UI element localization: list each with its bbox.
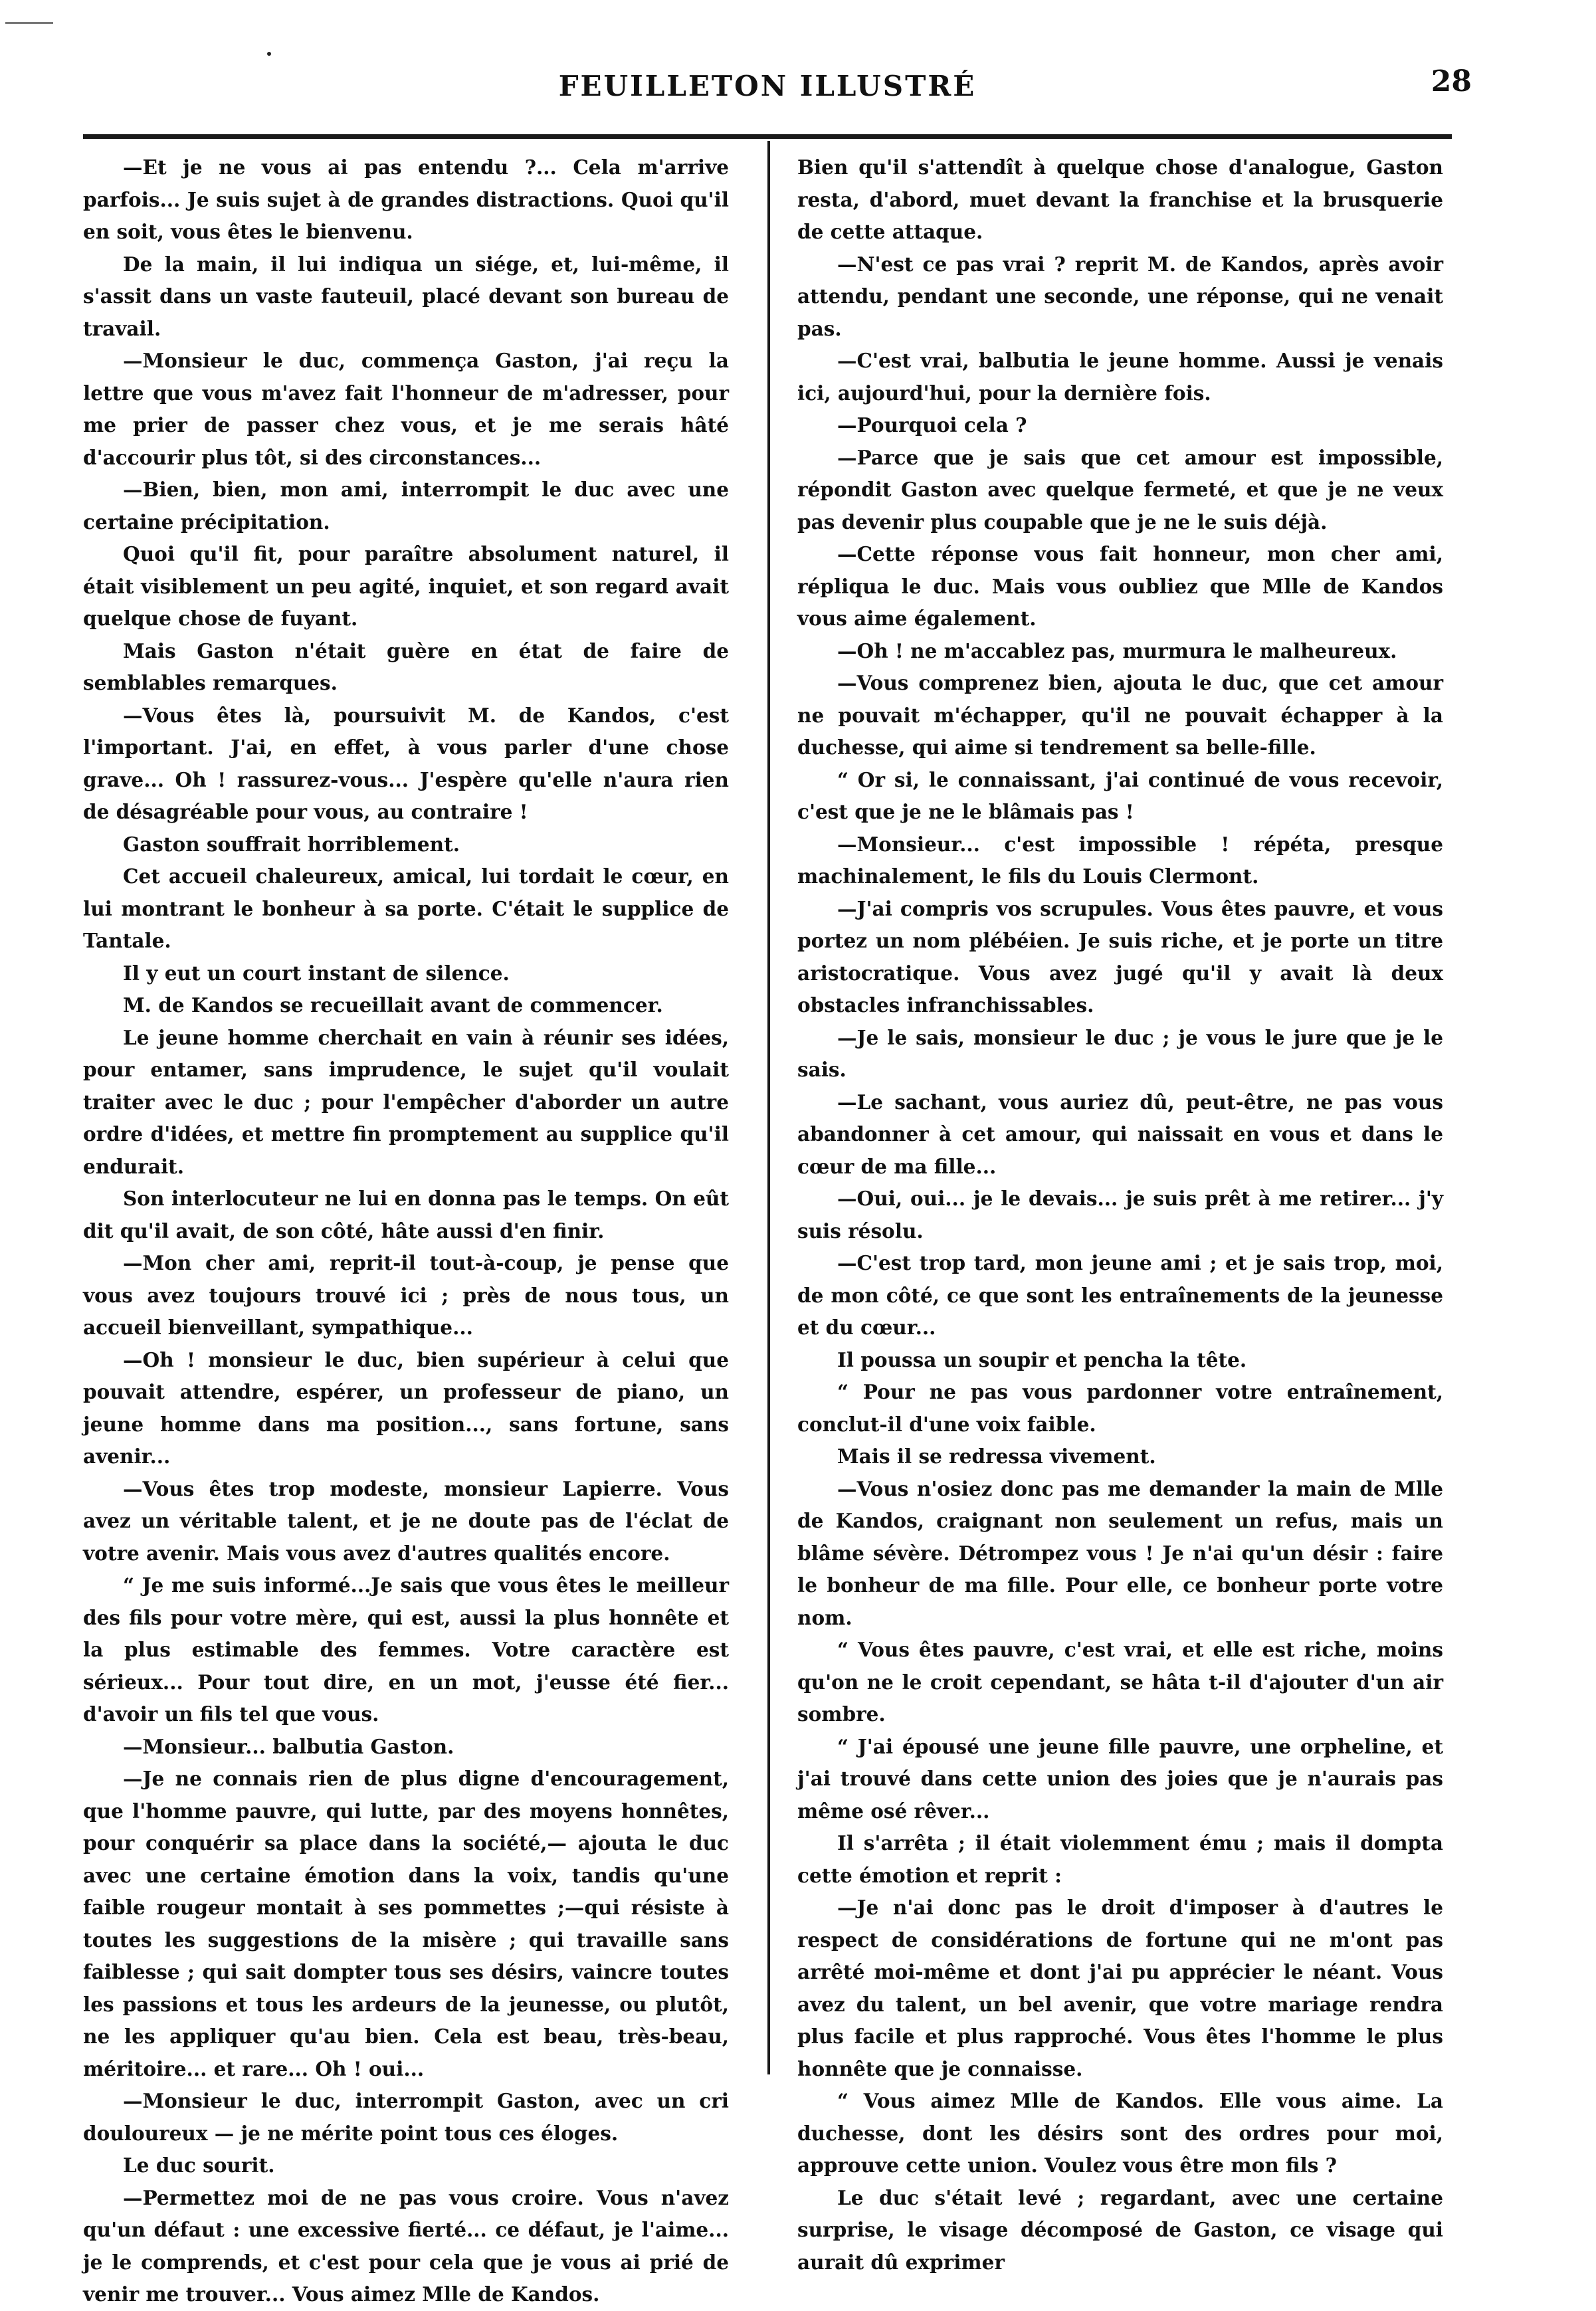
paragraph: Le duc sourit. <box>123 2154 275 2177</box>
paragraph: —Vous êtes là, poursuivit M. de Kandos, c'est l'important. J'ai, en effet, à vous parler d'une chose grave... Oh ! rassurez-vous... J'espère qu'elle n'aura rien de désagréable pour vous, au contraire ! <box>83 703 729 823</box>
paragraph: —Monsieur le duc, commença Gaston, j'ai reçu la lettre que vous m'avez fait l'honneur de m'adresser, pour me prier de passer chez vous, et je me serais hâté d'accourir plus tôt, si des circonstances... <box>83 349 729 469</box>
paragraph: M. de Kandos se recueillait avant de commencer. <box>123 993 663 1017</box>
paragraph: “ Pour ne pas vous pardonner votre entraînement, conclut-il d'une voix faible. <box>797 1380 1443 1436</box>
paragraph: Gaston souffrait horriblement. <box>123 832 460 856</box>
paragraph: —Oh ! ne m'accablez pas, murmura le malheureux. <box>837 639 1397 662</box>
paragraph: Bien qu'il s'attendît à quelque chose d'analogue, Gaston resta, d'abord, muet devant la franchise et la brusquerie de cette attaque. <box>797 155 1443 243</box>
paragraph: Son interlocuteur ne lui en donna pas le temps. On eût dit qu'il avait, de son côté, hâte aussi d'en finir. <box>83 1187 729 1243</box>
page-number: 28 <box>1431 64 1472 98</box>
paragraph: —Pourquoi cela ? <box>837 413 1027 437</box>
paragraph: Mais Gaston n'était guère en état de faire de semblables remarques. <box>83 639 729 694</box>
paragraph: Il y eut un court instant de silence. <box>123 961 510 985</box>
paragraph: —Parce que je sais que cet amour est impossible, répondit Gaston avec quelque fermeté, et que je ne veux pas devenir plus coupable que je ne le suis déjà. <box>797 445 1443 534</box>
paragraph: —Vous êtes trop modeste, monsieur Lapierre. Vous avez un véritable talent, et je ne doute pas de l'éclat de votre avenir. Mais vous avez d'autres qualités encore. <box>83 1476 729 1565</box>
paragraph: Mais il se redressa vivement. <box>837 1445 1156 1468</box>
paragraph: —Oui, oui... je le devais... je suis prêt à me retirer... j'y suis résolu. <box>797 1187 1443 1243</box>
paragraph: —Je n'ai donc pas le droit d'imposer à d'autres le respect de considérations de fortune qui ne m'ont pas arrêté moi-même et dont j'ai pu apprécier le néant. Vous avez du talent, un bel avenir, que votre mariage rendra plus facile et plus rapproché. Vous êtes l'homme le plus honnête que je connaisse. <box>797 1896 1443 2080</box>
paragraph: —Monsieur le duc, interrompit Gaston, avec un cri douloureux — je ne mérite point tous ces éloges. <box>83 2089 729 2145</box>
paragraph: —Monsieur... balbutia Gaston. <box>123 1734 454 1758</box>
paragraph: —Monsieur... c'est impossible ! répéta, presque machinalement, le fils du Louis Clermont. <box>797 832 1443 888</box>
paragraph: Cet accueil chaleureux, amical, lui tordait le cœur, en lui montrant le bonheur à sa porte. C'était le supplice de Tantale. <box>83 864 729 952</box>
paragraph: Le jeune homme cherchait en vain à réunir ses idées, pour entamer, sans imprudence, le sujet qu'il voulait traiter avec le duc ; pour l'empêcher d'aborder un autre ordre d'idées, et mettre fin promptement au supplice qu'il endurait. <box>83 1025 729 1178</box>
paragraph: Le duc s'était levé ; regardant, avec une certaine surprise, le visage décomposé de Gaston, ce visage qui aurait dû exprimer <box>797 2185 1443 2274</box>
paragraph: —N'est ce pas vrai ? reprit M. de Kandos, après avoir attendu, pendant une seconde, une réponse, qui ne venait pas. <box>797 252 1443 340</box>
page-header <box>83 64 1472 110</box>
paragraph: —Je le sais, monsieur le duc ; je vous le jure que je le sais. <box>797 1025 1443 1081</box>
paragraph: —Vous n'osiez donc pas me demander la main de Mlle de Kandos, craignant non seulement un refus, mais un blâme sévère. Détrompez vous ! Je n'ai qu'un désir : faire le bonheur de ma fille. Pour elle, ce bonheur porte votre nom. <box>797 1476 1443 1629</box>
paragraph: De la main, il lui indiqua un siége, et, lui-même, il s'assit dans un vaste fauteuil, placé devant son bureau de travail. <box>83 252 729 340</box>
header-rule <box>83 134 1452 139</box>
paragraph: —Mon cher ami, reprit-il tout-à-coup, je pense que vous avez toujours trouvé ici ; près de nous tous, un accueil bienveillant, sympathique... <box>83 1251 729 1339</box>
right-column <box>797 151 1443 2278</box>
paragraph: Quoi qu'il fit, pour paraître absolument naturel, il était visiblement un peu agité, inquiet, et son regard avait quelque chose de fuyant. <box>83 542 729 630</box>
column-divider <box>767 141 770 2074</box>
paragraph: “ Vous êtes pauvre, c'est vrai, et elle est riche, moins qu'on ne le croit cependant, se hâta t-il d'ajouter d'un air sombre. <box>797 1638 1443 1726</box>
paragraph: —C'est vrai, balbutia le jeune homme. Aussi je venais ici, aujourd'hui, pour la dernière fois. <box>797 349 1443 405</box>
paragraph: —Bien, bien, mon ami, interrompit le duc avec une certaine précipitation. <box>83 478 729 534</box>
paragraph: —Oh ! monsieur le duc, bien supérieur à celui que pouvait attendre, espérer, un professeur de piano, un jeune homme dans ma position..., sans fortune, sans avenir... <box>83 1348 729 1468</box>
paragraph: —Vous comprenez bien, ajouta le duc, que cet amour ne pouvait m'échapper, qu'il ne pouvait échapper à la duchesse, qui aime si tendrement sa belle-fille. <box>797 671 1443 759</box>
paragraph: —J'ai compris vos scrupules. Vous êtes pauvre, et vous portez un nom plébéien. Je suis riche, et je porte un titre aristocratique. Vous avez jugé qu'il y avait là deux obstacles infranchissables. <box>797 896 1443 1017</box>
paragraph: “ J'ai épousé une jeune fille pauvre, une orpheline, et j'ai trouvé dans cette union des joies que je n'aurais pas même osé rêver... <box>797 1734 1443 1823</box>
left-column <box>83 151 729 2311</box>
paragraph: “ Je me suis informé...Je sais que vous êtes le meilleur des fils pour votre mère, qui est, aussi la plus honnête et la plus estimable des femmes. Votre caractère est sérieux... Pour tout dire, en un mot, j'eusse été fier... d'avoir un fils tel que vous. <box>83 1573 729 1726</box>
paragraph: —C'est trop tard, mon jeune ami ; et je sais trop, moi, de mon côté, ce que sont les entraînements de la jeunesse et du cœur... <box>797 1251 1443 1339</box>
paragraph: —Cette réponse vous fait honneur, mon cher ami, répliqua le duc. Mais vous oubliez que Mlle de Kandos vous aime également. <box>797 542 1443 630</box>
paragraph: —Et je ne vous ai pas entendu ?... Cela m'arrive parfois... Je suis sujet à de grandes distractions. Quoi qu'il en soit, vous êtes le bienvenu. <box>83 155 729 243</box>
corner-mark <box>5 22 53 24</box>
paragraph: Il s'arrêta ; il était violemment ému ; mais il dompta cette émotion et reprit : <box>797 1831 1443 1887</box>
paragraph: —Permettez moi de ne pas vous croire. Vous n'avez qu'un défaut : une excessive fierté... ce défaut, je l'aime... je le comprends, et c'est pour cela que je vous ai prié de venir me trouver... Vous aimez Mlle de Kandos. <box>83 2185 729 2306</box>
paragraph: “ Or si, le connaissant, j'ai continué de vous recevoir, c'est que je ne le blâmais pas ! <box>797 767 1443 823</box>
paragraph: —Je ne connais rien de plus digne d'encouragement, que l'homme pauvre, qui lutte, par des moyens honnêtes, pour conquérir sa place dans la société,— ajouta le duc avec une certaine émotion dans la voix, tandis qu'une faible rougeur montait à ses pommettes ;—qui résiste à toutes les suggestions de la misère ; qui travaille sans faiblesse ; qui sait dompter tous ses désirs, vaincre toutes les passions et tous les ardeurs de la jeunesse, ou plutôt, ne les appliquer qu'au bien. Cela est beau, très-beau, méritoire... et rare... Oh ! oui... <box>83 1767 729 2080</box>
running-title: FEUILLETON ILLUSTRÉ <box>558 70 977 102</box>
paragraph: “ Vous aimez Mlle de Kandos. Elle vous aime. La duchesse, dont les désirs sont des ordres pour moi, approuve cette union. Voulez vous être mon fils ? <box>797 2089 1443 2177</box>
ink-dot <box>267 52 271 56</box>
paragraph: Il poussa un soupir et pencha la tête. <box>837 1348 1247 1371</box>
paragraph: —Le sachant, vous auriez dû, peut-être, ne pas vous abandonner à cet amour, qui naissait en vous et dans le cœur de ma fille... <box>797 1090 1443 1178</box>
